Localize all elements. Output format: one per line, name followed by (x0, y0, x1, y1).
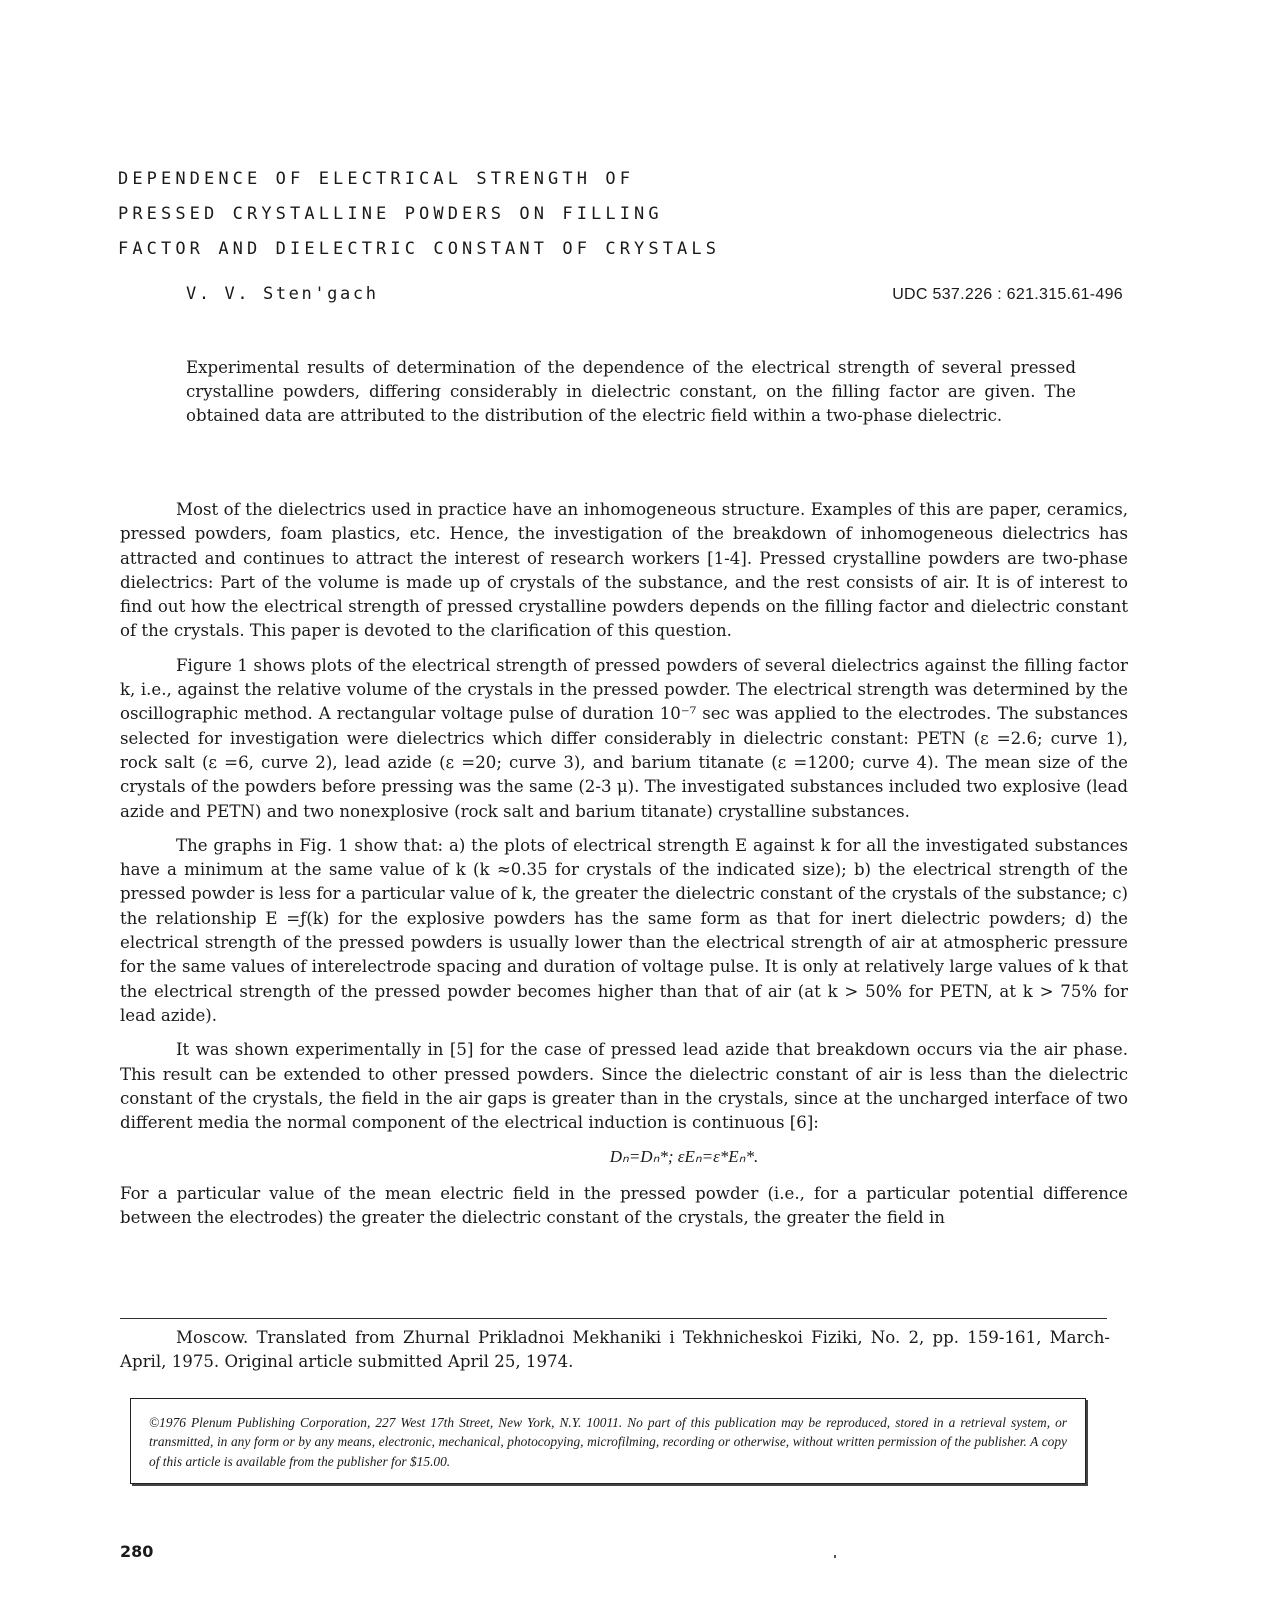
paragraph-3: The graphs in Fig. 1 show that: a) the plots of electrical strength E against k for all the investigated substances have a minimum at the same value of k (k ≈0.35 for crystals of the indicated size); b) the electrical strength of the pressed powder is less for a particular value of k, the greater the dielectric constant of the crystals of the substance; c) the relationship E =ƒ(k) for the explosive powders has the same form as that for inert dielectric powders; d) the electrical strength of the pressed powders is usually lower than the electrical strength of air at atmospheric pressure for the same values of interelectrode spacing and duration of voltage pulse. It is only at relatively large values of k that the electrical strength of the pressed powder becomes higher than that of air (at k > 50% for PETN, at k > 75% for lead azide). (120, 835, 1128, 1025)
article-title (118, 162, 838, 267)
title-line-1: DEPENDENCE OF ELECTRICAL STRENGTH OF (118, 169, 635, 189)
footnote: Moscow. Translated from Zhurnal Prikladnoi Mekhaniki i Tekhnicheskoi Fiziki, No. 2, pp. 159-161, March-April, 1975. Original article submitted April 25, 1974. (120, 1328, 1110, 1371)
body-text (120, 498, 1128, 1240)
title-line-3: FACTOR AND DIELECTRIC CONSTANT OF CRYSTALS (118, 239, 721, 259)
copyright-text: ©1976 Plenum Publishing Corporation, 227 West 17th Street, New York, N.Y. 10011. No part of this publication may be reproduced, stored in a retrieval system, or transmitted, in any form or by any means, electronic, mechanical, photocopying, microfilming, recording or otherwise, without written permission of the publisher. A copy of this article is available from the publisher for $15.00. (149, 1415, 1067, 1469)
paragraph-1: Most of the dielectrics used in practice have an inhomogeneous structure. Examples of this are paper, ceramics, pressed powders, foam plastics, etc. Hence, the investigation of the breakdown of inhomogeneous dielectrics has attracted and continues to attract the interest of research workers [1-4]. Pressed crystalline powders are two-phase dielectrics: Part of the volume is made up of crystals of the substance, and the rest consists of air. It is of interest to find out how the electrical strength of pressed crystalline powders depends on the filling factor and dielectric constant of the crystals. This paper is devoted to the clarification of this question. (120, 500, 1128, 641)
footnote-divider (120, 1318, 1107, 1319)
author-name: V. V. Sten'gach (186, 284, 379, 304)
paragraph-4: It was shown experimentally in [5] for the case of pressed lead azide that breakdown occurs via the air phase. This result can be extended to other pressed powders. Since the dielectric constant of air is less than the dielectric constant of the crystals, the field in the air gaps is greater than in the crystals, since at the uncharged interface of two different media the normal component of the electrical induction is continuous [6]: (120, 1040, 1128, 1133)
scan-speck (834, 1555, 836, 1558)
udc-code: UDC 537.226 : 621.315.61-496 (892, 286, 1123, 303)
paragraph-5: For a particular value of the mean electric field in the pressed powder (i.e., for a particular potential difference between the electrodes) the greater the dielectric constant of the crystals, the greater the field in (120, 1183, 1128, 1228)
equation: Dₙ=Dₙ*; εEₙ=ε*Eₙ*. (609, 1147, 759, 1167)
abstract: Experimental results of determination of the dependence of the electrical strength of several pressed crystalline powders, differing considerably in dielectric constant, on the filling factor are given. The obtained data are attributed to the distribution of the electric field within a two-phase dielectric. (186, 358, 1076, 425)
title-line-2: PRESSED CRYSTALLINE POWDERS ON FILLING (118, 204, 663, 224)
copyright-notice (130, 1398, 1086, 1484)
page-number: 280 (120, 1542, 154, 1561)
paragraph-2: Figure 1 shows plots of the electrical strength of pressed powders of several dielectrics against the filling factor k, i.e., against the relative volume of the crystals in the pressed powder. The electrical strength was determined by the oscillographic method. A rectangular voltage pulse of duration 10⁻⁷ sec was applied to the electrodes. The substances selected for investigation were dielectrics which differ considerably in dielectric constant: PETN (ε =2.6; curve 1), rock salt (ε =6, curve 2), lead azide (ε =20; curve 3), and barium titanate (ε =1200; curve 4). The mean size of the crystals of the powders before pressing was the same (2-3 μ). The investigated substances included two explosive (lead azide and PETN) and two nonexplosive (rock salt and barium titanate) crystalline substances. (120, 655, 1128, 821)
